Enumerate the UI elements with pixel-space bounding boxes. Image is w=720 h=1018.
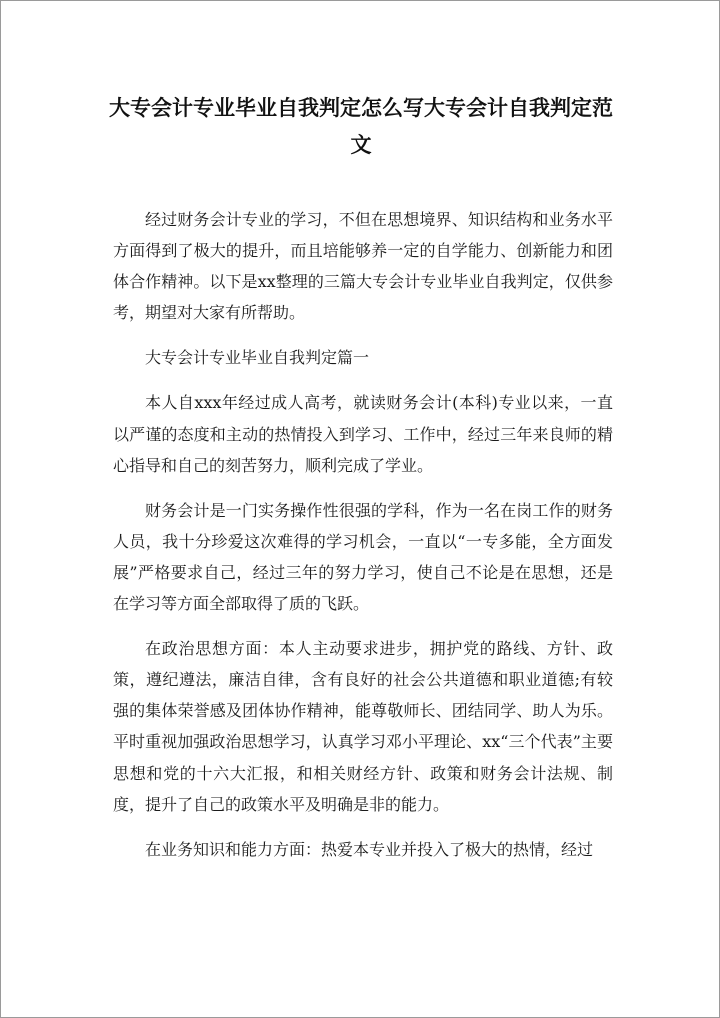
paragraph: 在业务知识和能力方面：热爱本专业并投入了极大的热情，经过 [145, 839, 594, 859]
paragraph: 本人自xxx年经过成人高考，就读财务会计(本科)专业以来，一直以严谨的态度和主动的热情投入到学习、工作中，经过三年来良师的精心指导和自己的刻苦努力，顺利完成了学业。 [113, 393, 613, 475]
document-title: 大专会计专业毕业自我判定怎么写大专会计自我判定范文 [109, 95, 613, 157]
document-body [113, 204, 613, 879]
paragraph: 在政治思想方面：本人主动要求进步，拥护党的路线、方针、政策，遵纪遵法，廉洁自律，含有良好的社会公共道德和职业道德;有较强的集体荣誉感及团体协作精神，能尊敬师长、团结同学、助人为乐。平时重视加强政治思想学习，认真学习邓小平理论、xx“三个代表”主要思想和党的十六大汇报，和相关财经方针、政策和财务会计法规、制度，提升了自己的政策水平及明确是非的能力。 [113, 639, 613, 814]
paragraph-intro: 经过财务会计专业的学习，不但在思想境界、知识结构和业务水平方面得到了极大的提升，而且培能够养一定的自学能力、创新能力和团体合作精神。以下是xx整理的三篇大专会计专业毕业自我判定，仅供参考，期望对大家有所帮助。 [113, 210, 613, 323]
section-heading: 大专会计专业毕业自我判定篇一 [145, 348, 370, 368]
paragraph: 财务会计是一门实务操作性很强的学科，作为一名在岗工作的财务人员，我十分珍爱这次难得的学习机会，一直以“一专多能，全方面发展”严格要求自己，经过三年的努力学习，使自己不论是在思想，还是在学习等方面全部取得了质的飞跃。 [113, 500, 613, 614]
